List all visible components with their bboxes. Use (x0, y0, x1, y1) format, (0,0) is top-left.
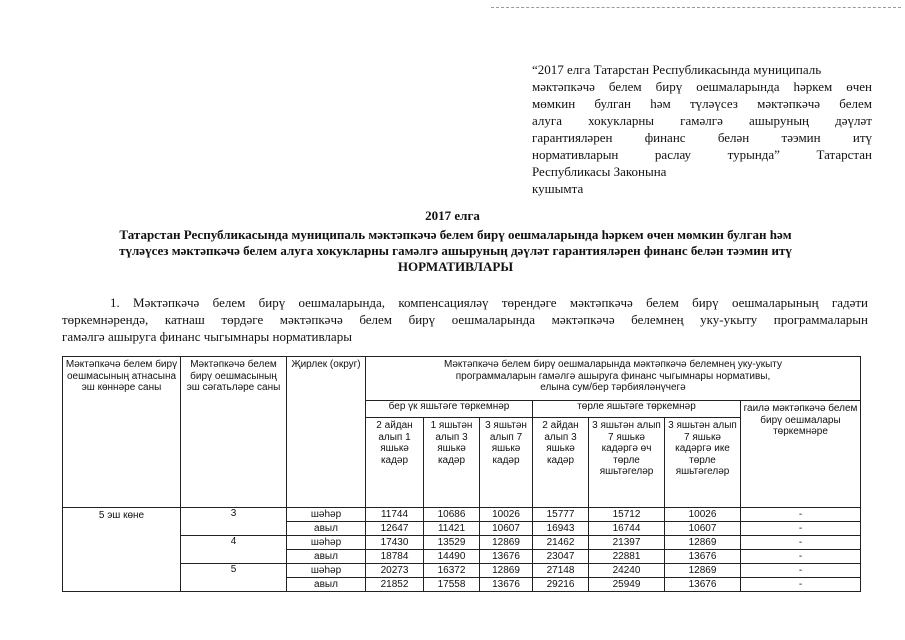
table-row (63, 508, 861, 522)
value-cell: 25949 (589, 578, 665, 592)
title-line: түләүсез мәктәпкәчә белем алуга хокукларны гамәлгә ашыруның дәүләт гарантияләрен финанс белән тәэмин итү (119, 243, 792, 258)
value-cell: 24240 (589, 564, 665, 578)
header-location: Җирлек (округ) (287, 357, 366, 508)
header-age-range: 3 яшьтән алып 7 яшькә кадәргә өч төрле яшьтәгеләр (589, 418, 665, 508)
value-cell: 11744 (366, 508, 424, 522)
value-cell: 21852 (366, 578, 424, 592)
header-age-range: 2 айдан алып 1 яшькә кадәр (366, 418, 424, 508)
hours-cell: 4 (181, 536, 287, 564)
header-family-groups: гаилә мәктәпкәчә белем бирү оешмалары төркемнәре (741, 401, 861, 508)
value-cell: 10686 (424, 508, 480, 522)
value-cell: 15712 (589, 508, 665, 522)
value-cell: 15777 (533, 508, 589, 522)
value-cell: - (741, 522, 861, 536)
header-age-range: 3 яшьтән алып 7 яшькә кадәр (480, 418, 533, 508)
value-cell: 16744 (589, 522, 665, 536)
value-cell: 12869 (480, 536, 533, 550)
document-year: 2017 елга (425, 208, 480, 223)
location-cell: авыл (287, 550, 366, 564)
title-line: НОРМАТИВЛАРЫ (397, 259, 514, 274)
title-line: Татарстан Республикасында муниципаль мәктәпкәчә белем бирү оешмаларында һәркем өчен мөмкин булган һәм (119, 227, 792, 242)
value-cell: 13676 (480, 550, 533, 564)
annex-line: Республикасы Законына (532, 164, 667, 179)
value-cell: 16372 (424, 564, 480, 578)
value-cell: 11421 (424, 522, 480, 536)
value-cell: 13676 (665, 578, 741, 592)
value-cell: 12869 (665, 536, 741, 550)
value-cell: 12647 (366, 522, 424, 536)
header-hours: Мәктәпкәчә белем бирү оешмасының эш сәгатьләре саны (181, 357, 287, 508)
paragraph-line: 1. Мәктәпкәчә белем бирү оешмаларында, компенсацияләү төрендәге мәктәпкәчә белем бирү оешмаларының гадәти (110, 295, 868, 310)
annex-line: алуга хокукларны гамәлгә ашыруның дәүләт (532, 113, 872, 128)
hours-cell: 3 (181, 508, 287, 536)
header-same-age-groups: бер үк яшьтәге төркемнәр (366, 401, 533, 418)
value-cell: 21462 (533, 536, 589, 550)
document-title (48, 227, 863, 275)
value-cell: 20273 (366, 564, 424, 578)
paragraph-line: төркемнәрендә, катнаш төрдәге мәктәпкәчә белем бирү оешмаларында мәктәпкәчә белемнең уку-укыту программаларын (62, 312, 868, 327)
top-dashed-line (491, 7, 901, 8)
value-cell: 13676 (665, 550, 741, 564)
value-cell: 29216 (533, 578, 589, 592)
workdays-cell: 5 эш көне (63, 508, 181, 592)
value-cell: 17430 (366, 536, 424, 550)
value-cell: 17558 (424, 578, 480, 592)
value-cell: 10026 (480, 508, 533, 522)
value-cell: 27148 (533, 564, 589, 578)
annex-line: мәктәпкәчә белем бирү оешмаларында һәркем өчен (532, 79, 872, 94)
header-normative (366, 357, 861, 401)
annex-note (532, 61, 872, 197)
location-cell: авыл (287, 522, 366, 536)
annex-line: гарантияләрен финанс белән тәэмин итү (532, 130, 872, 145)
location-cell: шәһәр (287, 508, 366, 522)
value-cell: 23047 (533, 550, 589, 564)
value-cell: 10607 (665, 522, 741, 536)
value-cell: 13529 (424, 536, 480, 550)
value-cell: 10607 (480, 522, 533, 536)
value-cell: 12869 (480, 564, 533, 578)
annex-line: кушымта (532, 181, 584, 196)
table-row (63, 536, 861, 550)
header-normative-line: Мәктәпкәчә белем бирү оешмаларында мәктәпкәчә белемнең уку-укыту (444, 359, 782, 370)
annex-line: нормативларын раслау турында” Татарстан (532, 147, 872, 162)
header-normative-line: елына сум/бер тәрбияләнүчегә (540, 382, 686, 393)
value-cell: 13676 (480, 578, 533, 592)
annex-line: “2017 елга Татарстан Республикасында муниципаль (532, 62, 822, 77)
value-cell: - (741, 564, 861, 578)
header-mixed-age-groups: төрле яшьтәге төркемнәр (533, 401, 741, 418)
value-cell: 16943 (533, 522, 589, 536)
value-cell: 22881 (589, 550, 665, 564)
location-cell: авыл (287, 578, 366, 592)
value-cell: - (741, 550, 861, 564)
value-cell: 18784 (366, 550, 424, 564)
table-row (63, 564, 861, 578)
header-age-range: 2 айдан алып 3 яшькә кадәр (533, 418, 589, 508)
value-cell: 21397 (589, 536, 665, 550)
normatives-table (62, 356, 861, 592)
value-cell: - (741, 578, 861, 592)
value-cell: 12869 (665, 564, 741, 578)
hours-cell: 5 (181, 564, 287, 592)
paragraph-1 (62, 294, 868, 345)
value-cell: 10026 (665, 508, 741, 522)
location-cell: шәһәр (287, 536, 366, 550)
header-age-range: 3 яшьтән алып 7 яшькә кадәргә ике төрле яшьтәгеләр (665, 418, 741, 508)
value-cell: - (741, 536, 861, 550)
value-cell: 14490 (424, 550, 480, 564)
value-cell: - (741, 508, 861, 522)
header-workdays: Мәктәпкәчә белем бирү оешмасының атнасына эш көннәре саны (63, 357, 181, 508)
header-age-range: 1 яшьтән алып 3 яшькә кадәр (424, 418, 480, 508)
paragraph-line: гамәлгә ашыруга финанс чыгымнары нормативлары (62, 329, 352, 344)
location-cell: шәһәр (287, 564, 366, 578)
header-normative-line: программаларын гамәлгә ашыруга финанс чыгымнары нормативы, (455, 370, 771, 382)
annex-line: мөмкин булган һәм түләүсез мәктәпкәчә белем (532, 96, 872, 111)
